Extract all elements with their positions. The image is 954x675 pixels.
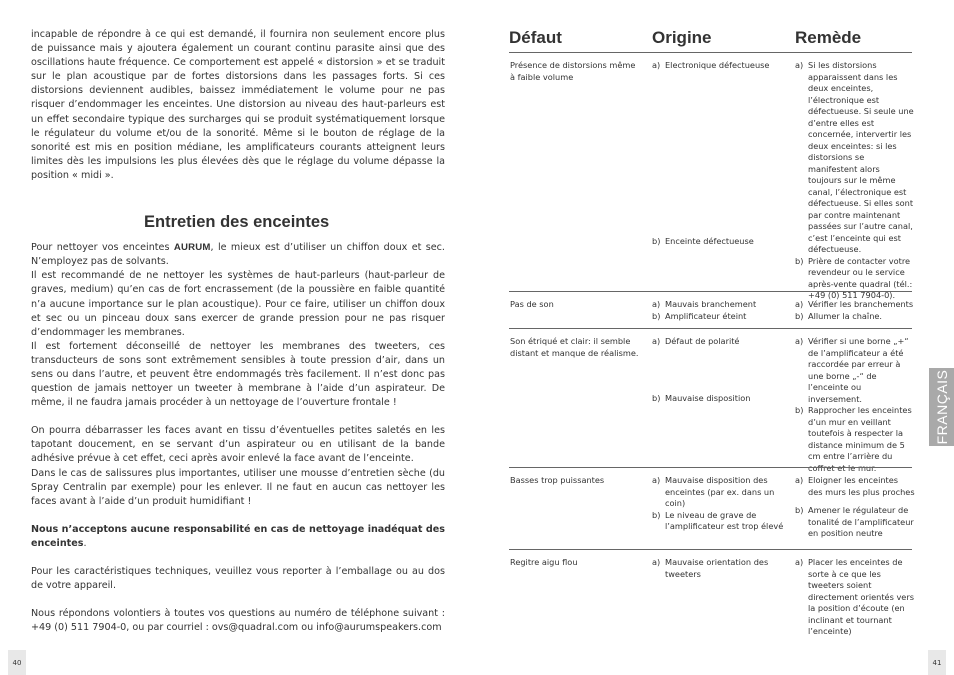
liability-bold: Nous n’acceptons aucune responsabilité en cas de nettoyage inadéquat des enceintes xyxy=(31,523,445,549)
language-tab-label: FRANÇAIS xyxy=(933,369,950,445)
language-tab xyxy=(929,368,954,446)
defaut-cell: Son étriqué et clair: il semble distant et manque de réalisme. xyxy=(510,336,639,358)
origine-item xyxy=(652,336,787,348)
brand-name: AURUM xyxy=(173,242,211,254)
item-label: a) xyxy=(795,299,804,309)
item-label: b) xyxy=(795,310,804,321)
remede-item xyxy=(795,336,915,405)
item-text: Mauvaise orientation des tweeters xyxy=(665,557,769,579)
defaut-cell: Pas de son xyxy=(510,299,554,309)
remede-cell xyxy=(795,299,915,322)
header-remede: Remède xyxy=(795,28,862,47)
origine-item xyxy=(652,510,787,533)
cleaning-paragraph-1 xyxy=(31,241,445,269)
item-text: Placer les enceintes de sorte à ce que les tweeters soient directement orientés vers la position d’écoute (en inclinant et tournant l’enceinte) xyxy=(808,557,914,636)
table-row xyxy=(509,291,912,328)
item-text: Amener le régulateur de tonalité de l’amplificateur en position neutre xyxy=(808,505,914,538)
item-text: Mauvaise disposition des enceintes (par ex. dans un coin) xyxy=(665,475,775,508)
remede-item xyxy=(795,299,915,311)
intro-paragraph: incapable de répondre à ce qui est demandé, il fournira non seulement encore plus de puissance mais y ajoutera également un courant continu parasite ainsi que des oscillations haute fréquence. Ce comportement est appelé « distorsion » et se traduit sur le plan acoustique par de fortes distorsions dans les passages forts. Si ces distorsions deviennent audibles, baissez immédiatement le volume pour ne pas risquer d’endommager les enceintes. Une distorsion au niveau des haut-parleurs est un effet secondaire typique des surcharges qui se produit systématiquement lorsque le régulateur du volume et/ou de la sonorité. Même si le bouton de réglage de la sonorité est mis en position médiane, les amplificateurs courants atteignent leurs limites dès les impulsions les plus élevées dès que le réglage du volume dépasse la position « midi ». xyxy=(31,29,445,181)
table-row xyxy=(509,328,912,473)
cleaning-paragraph-4: On pourra débarrasser les faces avant en tissu d’éventuelles petites saletés en les tapotant doucement, en se servant d’un aspirateur ou en utilisant de la bande adhésive prévue à cet effet, ceci après avoir enlevé la face avant de l’enceinte. xyxy=(31,425,445,465)
item-text: Allumer la chaîne. xyxy=(808,310,883,321)
item-label: a) xyxy=(795,336,804,346)
origine-item xyxy=(652,393,787,405)
header-defaut: Défaut xyxy=(509,28,562,47)
remede-item xyxy=(795,311,915,323)
origine-cell xyxy=(652,60,787,247)
specs-paragraph: Pour les caractéristiques techniques, veuillez vous reporter à l’emballage ou au dos de votre appareil. xyxy=(31,566,445,592)
item-text: Mauvaise disposition xyxy=(665,392,751,403)
origine-item xyxy=(652,60,787,72)
page-number-right: 41 xyxy=(928,650,946,675)
item-label: a) xyxy=(652,475,661,485)
origine-cell xyxy=(652,475,787,533)
table-row xyxy=(509,549,912,640)
table-row xyxy=(509,52,914,300)
item-label: a) xyxy=(795,60,804,70)
origine-cell xyxy=(652,557,787,580)
item-label: b) xyxy=(652,310,661,321)
cleaning-paragraph-5: Dans le cas de salissures plus importantes, utiliser une mousse d’entretien sèche (du Spray Centralin par exemple) pour les enlever. Il ne faut en aucun cas nettoyer les faces avant à l’aide d’un produit humidifiant ! xyxy=(31,467,445,507)
defaut-cell: Regitre aigu flou xyxy=(510,557,578,567)
remede-item xyxy=(795,557,915,638)
remede-cell xyxy=(795,60,915,302)
item-text: Amplificateur éteint xyxy=(665,310,747,321)
item-text: Vérifier si une borne „+“ de l’amplificateur a été raccordée par erreur à une borne „-“ de l’enceinte ou inversement. xyxy=(808,336,909,404)
troubleshooting-table xyxy=(509,52,915,640)
cleaning-paragraph-3: Il est fortement déconseillé de nettoyer les membranes des tweeters, ces transducteurs de sons sont extrêmement sensibles à toute pression d’air, dans un sens ou dans l’autre, et peuvent être endommagés très facilement. Il n’est donc pas question de jamais nettoyer un tweeter à membrane à l’aide d’un aspirateur. De même, il ne faudra jamais procéder à un nettoyage de l’ouverture frontale ! xyxy=(31,340,445,409)
item-text: Enceinte défectueuse xyxy=(665,235,754,246)
item-text: Rapprocher les enceintes d’un mur en veillant toutefois à respecter la distance minimum de 5 cm entre l’arrière du coffret et le mur. xyxy=(808,405,912,473)
left-page-text xyxy=(31,28,445,635)
item-label: b) xyxy=(795,255,804,266)
item-text: Prière de contacter votre revendeur ou le service après-vente quadral (tél.: +49 (0) 511 7904-0). xyxy=(808,255,913,300)
item-label: b) xyxy=(652,235,661,246)
item-label: a) xyxy=(652,557,661,567)
table-row xyxy=(509,467,915,549)
item-text: Si les distorsions apparaissent dans les deux enceintes, l’électronique est défectueuse. Si seule une d’entre elles est concernée, intervertir les deux enceintes: si les distorsions se manifestent alors toujours sur le même canal, l’électronique est défectueuse. Si elles sont par contre maintenant passées sur l’autre canal, c’est l’enceinte qui est défectueuse. xyxy=(808,60,914,254)
origine-cell xyxy=(652,299,787,322)
item-label: b) xyxy=(652,509,661,520)
item-label: a) xyxy=(795,557,804,567)
origine-item xyxy=(652,236,787,248)
item-text: Electronique défectueuse xyxy=(665,60,770,70)
item-label: a) xyxy=(652,336,661,346)
item-text: Défaut de polarité xyxy=(665,336,740,346)
cleaning-paragraph-2: Il est recommandé de ne nettoyer les systèmes de haut-parleurs (haut-parleur de graves, medium) qu’en cas de fort encrassement (de la poussière en faible quantité n’a aucune importance sur le plan acoustique). Pour ce faire, utiliser un chiffon doux et sec ou un pinceau doux sans exercer de grande pression pour ne pas risquer d’endommager les membranes. xyxy=(31,270,445,338)
remede-item xyxy=(795,475,915,498)
remede-item xyxy=(795,505,915,540)
section-title: Entretien des enceintes xyxy=(144,213,330,232)
liability-paragraph xyxy=(31,523,445,551)
remede-cell xyxy=(795,557,915,638)
p1-before: Pour nettoyer vos enceintes xyxy=(31,242,174,254)
item-label: a) xyxy=(652,299,661,309)
item-label: b) xyxy=(795,505,804,515)
item-text: Mauvais branchement xyxy=(665,299,757,309)
origine-item xyxy=(652,299,787,311)
item-text: Eloigner les enceintes des murs les plus proches xyxy=(808,475,915,497)
item-label: b) xyxy=(795,405,804,415)
item-label: a) xyxy=(795,475,804,485)
item-label: a) xyxy=(652,60,661,70)
origine-cell xyxy=(652,336,787,404)
origine-item xyxy=(652,557,787,580)
remede-cell xyxy=(795,336,915,474)
item-text: Le niveau de grave de l’amplificateur est trop élevé xyxy=(665,509,784,531)
page-number-left: 40 xyxy=(8,650,26,675)
header-origine: Origine xyxy=(652,28,712,47)
item-label: b) xyxy=(652,392,661,403)
origine-item xyxy=(652,311,787,323)
remede-item xyxy=(795,405,915,474)
contact-paragraph: Nous répondons volontiers à toutes vos questions au numéro de téléphone suivant : +49 (0) 511 7904-0, ou par courriel : ovs@quadral.com ou info@aurumspeakers.com xyxy=(31,608,445,634)
origine-item xyxy=(652,475,787,510)
defaut-cell: Présence de distorsions même à faible volume xyxy=(510,60,636,82)
item-text: Vérifier les branchements xyxy=(808,299,914,309)
remede-item xyxy=(795,60,915,256)
liability-end: . xyxy=(83,537,87,549)
p1-after: , le mieux est d’utiliser un chiffon doux et sec. N’employez pas de solvants. xyxy=(31,242,445,268)
defaut-cell: Basses trop puissantes xyxy=(510,475,605,485)
remede-cell xyxy=(795,475,915,540)
